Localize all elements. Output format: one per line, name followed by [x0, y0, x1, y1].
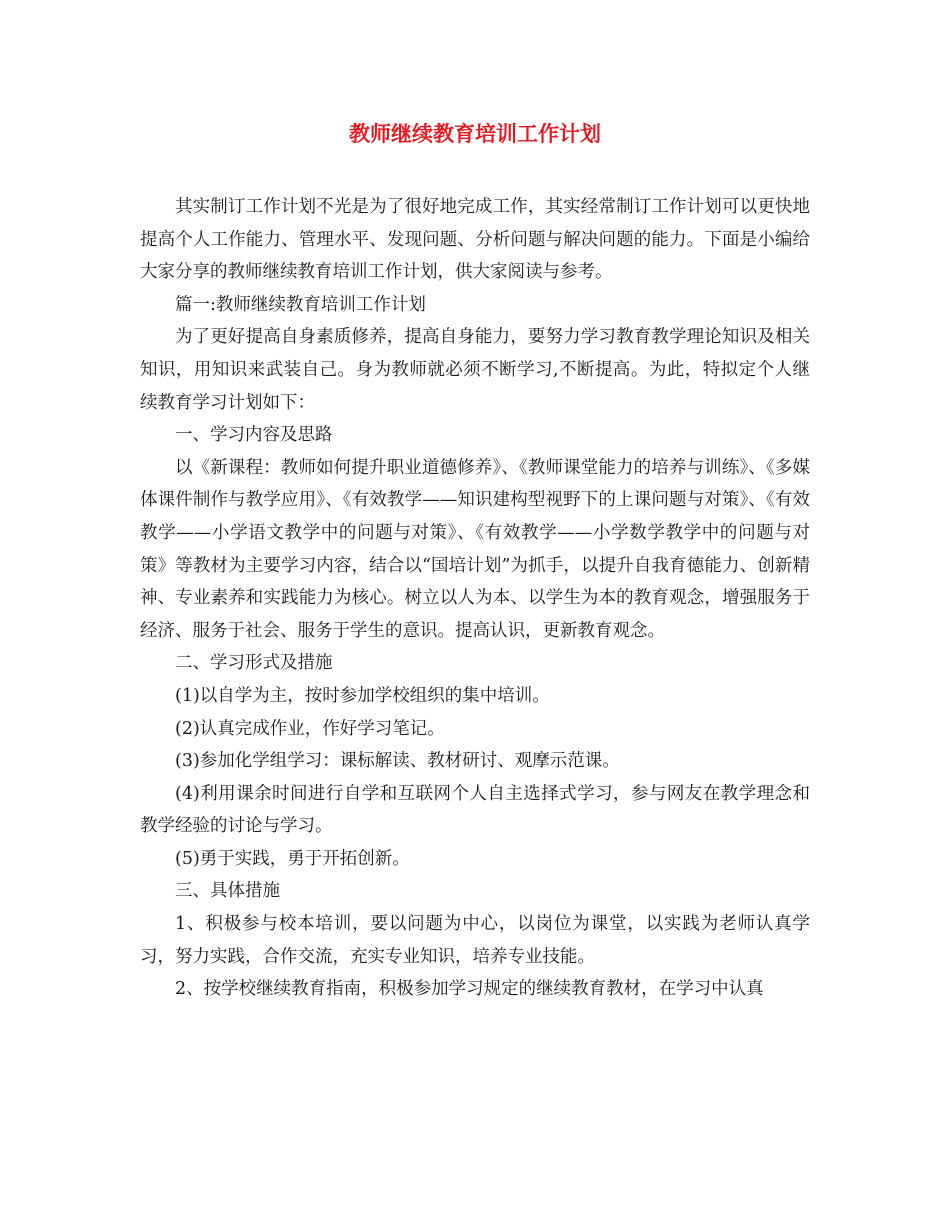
paragraph-heading-2: 二、学习形式及措施 [175, 653, 333, 674]
paragraph: 为了更好提高自身素质修养，提高自身能力，要努力学习教育教学理论知识及相关知识，用知识来武装自己。身为教师就必须不断学习,不断提高。为此，特拟定个人继续教育学习计划如下： [140, 327, 810, 413]
paragraph-heading-1: 一、学习内容及思路 [175, 425, 333, 446]
list-item: (2)认真完成作业，作好学习笔记。 [175, 718, 445, 739]
list-item: 2、按学校继续教育指南，积极参加学习规定的继续教育教材，在学习中认真 [175, 979, 764, 1000]
document-title: 教师继续教育培训工作计划 [349, 121, 601, 146]
list-item: (1)以自学为主，按时参加学校组织的集中培训。 [175, 685, 550, 706]
paragraph: 以《新课程：教师如何提升职业道德修养》、《教师课堂能力的培养与训练》、《多媒体课件制作与教学应用》、《有效教学——知识建构型视野下的上课问题与对策》、《有效教学——小学语文教学中的问题与对策》、《有效教学——小学数学教学中的问题与对策》等教材为主要学习内容，结合以“国培计划”为抓手，以提升自我育德能力、创新精神、专业素养和实践能力为核心。树立以人为本、以学生为本的教育观念，增强服务于经济、服务于社会、服务于学生的意识。提高认识，更新教育观念。 [140, 457, 810, 641]
list-item: (3)参加化学组学习：课标解读、教材研讨、观摩示范课。 [175, 751, 620, 772]
list-item: 1、积极参与校本培训，要以问题为中心，以岗位为课堂，以实践为老师认真学习，努力实践，合作交流，充实专业知识，培养专业技能。 [140, 914, 810, 967]
list-item: (5)勇于实践，勇于开拓创新。 [175, 848, 410, 869]
paragraph-heading-3: 三、具体措施 [175, 881, 280, 902]
paragraph-intro: 其实制订工作计划不光是为了很好地完成工作，其实经常制订工作计划可以更快地提高个人工作能力、管理水平、发现问题、分析问题与解决问题的能力。下面是小编给大家分享的教师继续教育培训工作计划，供大家阅读与参考。 [140, 197, 810, 283]
list-item: (4)利用课余时间进行自学和互联网个人自主选择式学习，参与网友在教学理念和教学经验的讨论与学习。 [140, 783, 810, 837]
paragraph-section-heading: 篇一:教师继续教育培训工作计划 [175, 294, 426, 315]
document-body [140, 191, 810, 1006]
